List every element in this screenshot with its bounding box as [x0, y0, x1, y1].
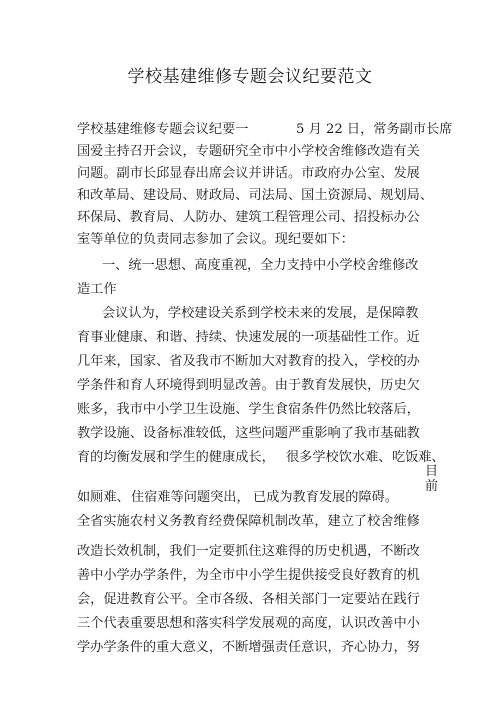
body-line: 育的均衡发展和学生的健康成长， [77, 450, 275, 465]
body-line: 全省实施农村义务教育经费保障机制改革，建立了校舍维修 [77, 514, 420, 529]
body-line: 教学设施、设备标准较低，这些问题严重影响了我市基础教 [77, 426, 420, 441]
body-line: 很多学校饮水难、 [286, 450, 392, 465]
body-line: 会，促进教育公平。全市各级、各相关部门一定要站在践行 [77, 592, 420, 607]
body-line: 和改革局、建设局、财政局、司法局、国土资源局、规划局、 [77, 188, 434, 203]
document-title: 学校基建维修专题会议纪要范文 [127, 67, 373, 87]
body-line: 育事业健康、和谐、持续、快速发展的一项基础性工作。近 [77, 330, 420, 345]
body-line: 改造长效机制，我们一定要抓住这难得的历史机遇，不断改 [77, 544, 420, 559]
body-line: 学办学条件的重大意义，不断增强责任意识，齐心协力，努 [77, 640, 420, 655]
body-line: 住宿难等问题突出， [131, 490, 250, 505]
body-line: 国爱主持召开会议，专题研究全市中小学校舍维修改造有关 [77, 144, 420, 159]
body-line: 会议认为，学校建设关系到学校未来的发展，是保障教 [102, 306, 419, 321]
body-line: 问题。副市长邱显春出席会议并讲话。市政府办公室、发展 [77, 166, 420, 181]
section-heading: 造工作 [77, 282, 117, 297]
margin-note: 前 [425, 479, 439, 494]
body-line: 善中小学办学条件，为全市中小学生提供接受良好教育的机 [77, 568, 420, 583]
body-line: 5 月 22 日，常务副市长席 [296, 122, 453, 137]
body-line: 已成为教育发展的障碍。 [253, 490, 399, 505]
body-line: 账多，我市中小学卫生设施、学生食宿条件仍然比较落后， [77, 402, 420, 417]
margin-note: 目 [425, 464, 439, 479]
body-line: 吃饭难、 [392, 450, 445, 465]
body-line: 室等单位的负责同志参加了会议。现纪要如下： [77, 232, 354, 247]
body-line: 几年来，国家、省及我市不断加大对教育的投入，学校的办 [77, 354, 420, 369]
body-line: 环保局、教育局、人防办、建筑工程管理公司、招投标办公 [77, 210, 420, 225]
body-line: 三个代表重要思想和落实科学发展观的高度，认识改善中小 [77, 616, 420, 631]
body-line: 如厕难、 [77, 490, 130, 505]
body-line: 学条件和育人环境得到明显改善。由于教育发展快，历史欠 [77, 378, 420, 393]
section-heading: 一、统一思想、高度重视，全力支持中小学校舍维修改 [102, 258, 419, 273]
body-line: 学校基建维修专题会议纪要一 [77, 122, 249, 137]
